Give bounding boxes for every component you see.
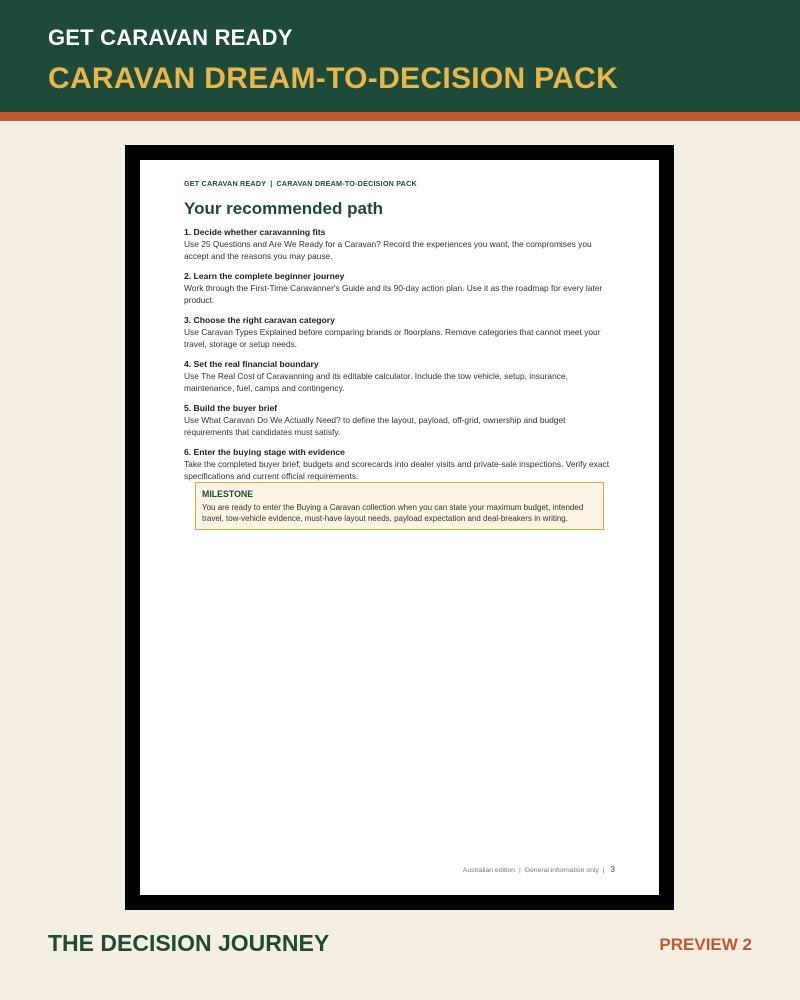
step-body: Use What Caravan Do We Actually Need? to define the layout, payload, off-grid, ownership and budget requirements that candidates must satisfy. — [184, 415, 566, 437]
step-item — [184, 270, 614, 306]
step-item — [184, 314, 614, 350]
section-title: THE DECISION JOURNEY — [48, 930, 330, 956]
running-head-title: CARAVAN DREAM-TO-DECISION PACK — [276, 179, 417, 188]
footer-separator: | — [518, 867, 521, 874]
step-title: 3. Choose the right caravan category — [184, 315, 335, 325]
milestone-text: You are ready to enter the Buying a Caravan collection when you can state your maximum budget, intended travel, tow-vehicle evidence, must-have layout needs, payload expectation and deal-breakers in writing. — [202, 503, 584, 523]
step-body: Use 25 Questions and Are We Ready for a Caravan? Record the experiences you want, the compromises you accept and the reasons you may pause. — [184, 239, 592, 261]
running-head-separator: | — [270, 179, 273, 188]
footer-separator: | — [602, 867, 605, 874]
page-number: 3 — [610, 865, 615, 874]
step-title: 6. Enter the buying stage with evidence — [184, 447, 345, 457]
step-item — [184, 226, 614, 262]
step-title: 1. Decide whether caravanning fits — [184, 227, 326, 237]
steps-list — [184, 226, 614, 490]
running-head — [184, 179, 417, 188]
footer-note: General information only — [524, 867, 599, 874]
step-body: Take the completed buyer brief, budgets and scorecards into dealer visits and private-sale inspections. Verify exact specifications and current official requirements. — [184, 459, 610, 481]
milestone-callout — [195, 482, 604, 530]
preview-label: PREVIEW 2 — [659, 935, 752, 954]
page-footer — [463, 865, 615, 874]
running-head-brand: GET CARAVAN READY — [184, 179, 267, 188]
step-body: Use The Real Cost of Caravanning and its editable calculator. Include the tow vehicle, setup, insurance, maintenance, fuel, camps and contingency. — [184, 371, 568, 393]
milestone-label: MILESTONE — [202, 489, 254, 499]
step-title: 2. Learn the complete beginner journey — [184, 271, 345, 281]
step-item — [184, 358, 614, 394]
page-title: Your recommended path — [184, 199, 383, 218]
document-page — [140, 160, 659, 895]
step-body: Use Caravan Types Explained before comparing brands or floorplans. Remove categories that cannot meet your travel, storage or setup needs. — [184, 327, 601, 349]
header-accent-stripe — [0, 112, 800, 121]
header-banner — [0, 0, 800, 112]
step-body: Work through the First-Time Caravanner's Guide and its 90-day action plan. Use it as the roadmap for every later product. — [184, 283, 603, 305]
pack-title: CARAVAN DREAM-TO-DECISION PACK — [48, 62, 619, 95]
document-preview-frame — [125, 145, 674, 910]
step-title: 4. Set the real financial boundary — [184, 359, 319, 369]
step-item — [184, 402, 614, 438]
brand-name: GET CARAVAN READY — [48, 25, 293, 50]
step-item — [184, 446, 614, 482]
step-title: 5. Build the buyer brief — [184, 403, 278, 413]
footer-edition: Australian edition — [462, 867, 515, 874]
